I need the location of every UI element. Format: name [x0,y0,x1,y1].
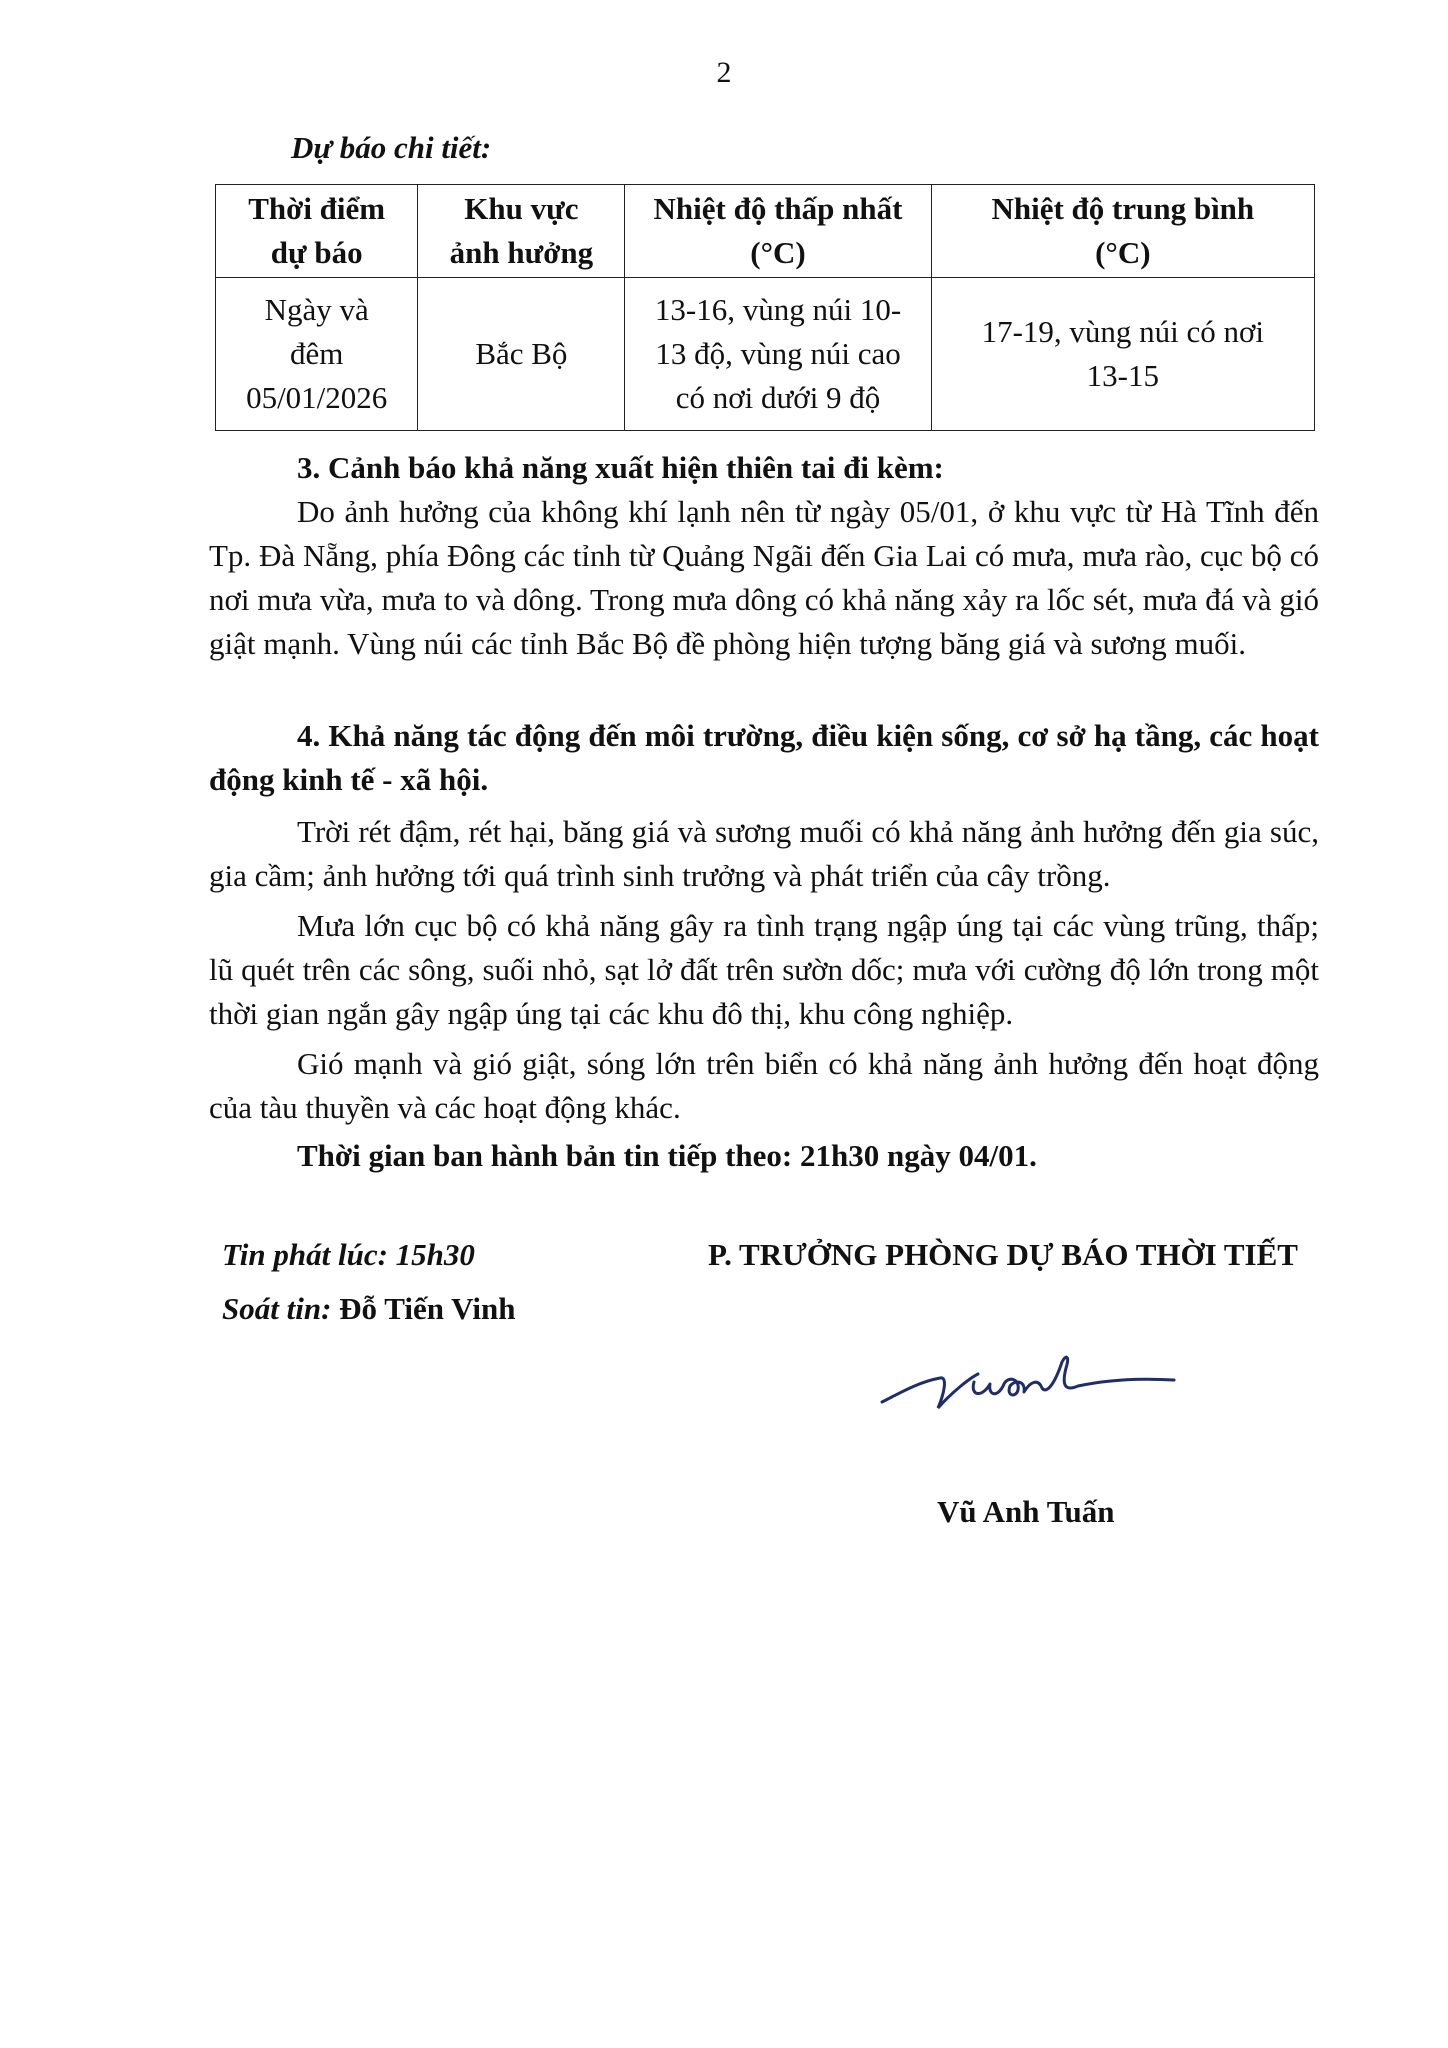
cell-min-temp-line1: 13-16, vùng núi 10- [654,292,902,327]
section3 [209,446,1319,666]
header-time-line1: Thời điểm [248,191,386,226]
cell-min-temp [625,278,931,431]
checked-by-name: Đỗ Tiến Vinh [339,1291,516,1326]
section4 [209,714,1319,1178]
cell-time [216,278,418,431]
next-bulletin-time: Thời gian ban hành bản tin tiếp theo: 21h30 ngày 04/01. [297,1138,1037,1173]
signer-title: P. TRƯỞNG PHÒNG DỰ BÁO THỜI TIẾT [708,1237,1298,1272]
table-row [216,278,1315,431]
detail-forecast-label: Dự báo chi tiết: [291,130,492,165]
section4-paragraph-3: Gió mạnh và gió giật, sóng lớn trên biển có khả năng ảnh hưởng đến hoạt động của tàu thuyền và các hoạt động khác. [209,1046,1319,1125]
section4-paragraph-2: Mưa lớn cục bộ có khả năng gây ra tình trạng ngập úng tại các vùng trũng, thấp; lũ quét trên các sông, suối nhỏ, sạt lở đất trên sườn dốc; mưa với cường độ lớn trong một thời gian ngắn gây ngập úng tại các khu đô thị, khu công nghiệp. [209,908,1319,1031]
cell-min-temp-line2: 13 độ, vùng núi cao [655,336,901,371]
cell-avg-temp-line2: 13-15 [1086,358,1159,393]
table-header-row [216,185,1315,278]
issued-time: Tin phát lúc: 15h30 [222,1237,475,1272]
header-time [216,185,418,278]
header-min-temp [625,185,931,278]
header-time-line2: dự báo [270,235,363,270]
cell-time-line3: 05/01/2026 [246,380,388,415]
cell-avg-temp-line1: 17-19, vùng núi có nơi [981,314,1265,349]
signer-name: Vũ Anh Tuấn [937,1494,1115,1529]
handwritten-signature [878,1334,1178,1424]
cell-avg-temp [931,278,1314,431]
section3-heading: 3. Cảnh báo khả năng xuất hiện thiên tai đi kèm: [297,450,944,485]
cell-area: Bắc Bộ [418,278,625,431]
header-avg-temp-line1: Nhiệt độ trung bình [991,191,1255,226]
header-avg-temp [931,185,1314,278]
header-avg-temp-line2: (°C) [1095,235,1151,270]
checked-by [222,1291,515,1327]
cell-time-line2: đêm [289,336,344,371]
section3-text: Do ảnh hưởng của không khí lạnh nên từ ngày 05/01, ở khu vực từ Hà Tĩnh đến Tp. Đà Nẵng, phía Đông các tỉnh từ Quảng Ngãi đến Gia Lai có mưa, mưa rào, cục bộ có nơi mưa vừa, mưa to và dông. Trong mưa dông có khả năng xảy ra lốc sét, mưa đá và gió giật mạnh. Vùng núi các tỉnh Bắc Bộ đề phòng hiện tượng băng giá và sương muối. [209,494,1319,661]
checked-by-label: Soát tin: [222,1291,332,1326]
section4-heading: 4. Khả năng tác động đến môi trường, điều kiện sống, cơ sở hạ tầng, các hoạt động kinh tế - xã hội. [209,718,1319,797]
header-min-temp-line2: (°C) [750,235,806,270]
header-area-line1: Khu vực [464,191,579,226]
page-number: 2 [716,56,732,89]
forecast-table [215,184,1315,431]
header-area-line2: ảnh hưởng [449,235,594,270]
section4-paragraph-1: Trời rét đậm, rét hại, băng giá và sương muối có khả năng ảnh hưởng đến gia súc, gia cầm; ảnh hưởng tới quá trình sinh trưởng và phát triển của cây trồng. [209,814,1319,893]
header-min-temp-line1: Nhiệt độ thấp nhất [653,191,903,226]
cell-min-temp-line3: có nơi dưới 9 độ [675,380,881,415]
cell-time-line1: Ngày và [264,292,369,327]
header-area [418,185,625,278]
